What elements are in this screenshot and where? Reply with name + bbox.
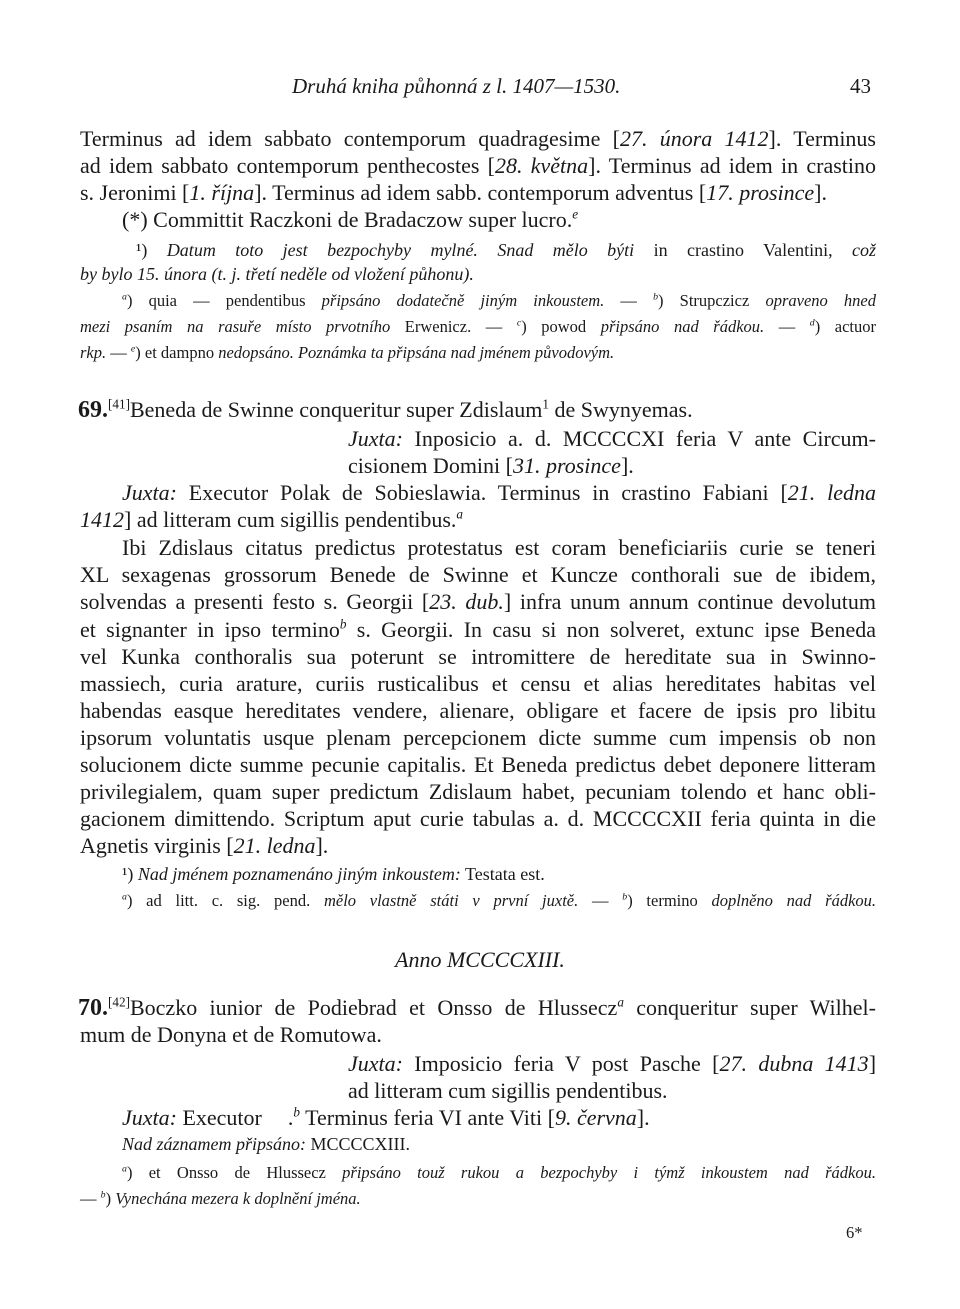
body-line: privilegialem, quam super predictum Zdislaum habet, pecuniam tolendo et hanc obli- (80, 779, 876, 804)
body-line: habendas easque hereditates vendere, alienare, obligare et facere de ipsis pro libitu (80, 698, 876, 723)
body-line: massiech, curia arature, curiis rusticalibus et censu et alias hereditates habitas vel (80, 671, 876, 696)
apparatus-note: rkp. — $^e$) et dampno nedopsáno. Poznámka ta připsána nad jménem původovým. (80, 343, 615, 362)
juxta-line: Juxta: Executor Polak de Sobieslawia. Terminus in crastino Fabiani [21. ledna (122, 480, 876, 505)
signature-mark: 6* (846, 1223, 863, 1242)
text-line: ad idem sabbato contemporum penthecostes [28. května]. Terminus ad idem in crastino (80, 153, 877, 178)
year-heading: Anno MCCCCXIII. (395, 947, 565, 972)
footnote: ¹) Nad jménem poznamenáno jiným inkoustem: Testata est. (122, 864, 545, 884)
body-line: et signanter in ipso termino$^b$ s. Georgii. In casu si non solveret, extunc ipse Beneda (80, 616, 877, 642)
juxta-line: Juxta: Inposicio a. d. MCCCCXI feria V ante Circum- (348, 426, 876, 451)
body-line: XL sexagenas grossorum Benede de Swinne et Kuncze conthorali sue de ibidem, (80, 562, 876, 587)
text-line: s. Jeronimi [1. října]. Terminus ad idem sabb. contemporum adventus [17. prosince]. (80, 180, 827, 205)
apparatus-note: $^a$) ad litt. c. sig. pend. mělo vlastně státi v první juxtě. — $^b$) termino doplněno nad řádkou. (122, 891, 877, 910)
text-line: (*) Committit Raczkoni de Bradaczow super lucro.$^e$ (122, 206, 579, 232)
entry-69-heading: 69.[41]Beneda de Swinne conqueritur super Zdislaum$^1$ de Swynyemas. (78, 396, 693, 423)
body-line: mum de Donyna et de Romutowa. (80, 1022, 382, 1047)
body-line: solucionem dicte summe pecunie capitalis. Et Beneda predictus debet deponere litteram (80, 752, 876, 777)
body-line: vel Kunka conthoralis sua poterunt se intromittere de hereditate sua in Swinno- (80, 644, 876, 669)
footnote-continuation: by bylo 15. února (t. j. třetí neděle od vložení půhonu). (80, 264, 474, 284)
juxta-line: Juxta: Imposicio feria V post Pasche [27. dubna 1413] (348, 1051, 877, 1076)
body-line: Agnetis virginis [21. ledna]. (80, 833, 329, 858)
juxta-line: 1412] ad litteram cum sigillis pendentibus.$^a$ (80, 506, 463, 532)
juxta-line: ad litteram cum sigillis pendentibus. (348, 1078, 668, 1103)
footnote: ¹) Datum toto jest bezpochyby mylné. Snad mělo býti in crastino Valentini, což (136, 240, 876, 260)
body-line: solvendas a presenti festo s. Georgii [23. dub.] infra unum annum continue devolutum (80, 589, 877, 614)
page-number: 43 (850, 74, 871, 98)
apparatus-note: — $^b$) Vynechána mezera k doplnění jména. (80, 1189, 361, 1208)
running-header-title: Druhá kniha půhonná z l. 1407—1530. (292, 74, 621, 98)
body-line: gacionem dimittendo. Scriptum aput curie tabulas a. d. MCCCCXII feria quinta in die (80, 806, 876, 831)
annotation-line: Nad záznamem připsáno: MCCCCXIII. (122, 1134, 411, 1154)
text-line: Terminus ad idem sabbato contemporum quadragesime [27. února 1412]. Terminus (80, 126, 876, 151)
entry-70-heading: 70.[42]Boczko iunior de Podiebrad et Onsso de Hlussecz$^a$ conqueritur super Wilhel- (78, 994, 876, 1021)
juxta-line: cisionem Domini [31. prosince]. (348, 453, 634, 478)
apparatus-note: mezi psaním na rasuře místo prvotního Erwenicz. — $^c$) powod připsáno nad řádkou. — $^d$) actuor (80, 317, 877, 336)
apparatus-note: $^a$) et Onsso de Hlussecz připsáno touž rukou a bezpochyby i týmž inkoustem nad řádkou. (122, 1163, 876, 1182)
body-line: ipsorum voluntatis usque plenam percepcionem dicte summe cum impensis ob non (80, 725, 876, 750)
juxta-line: Juxta: Executor .$^b$ Terminus feria VI ante Viti [9. června]. (122, 1104, 650, 1130)
apparatus-note: $^a$) quia — pendentibus připsáno dodatečně jiným inkoustem. — $^b$) Strupczicz opraveno hned (122, 291, 876, 310)
body-line: Ibi Zdislaus citatus predictus protestatus est coram beneficiariis curie se teneri (122, 535, 876, 560)
